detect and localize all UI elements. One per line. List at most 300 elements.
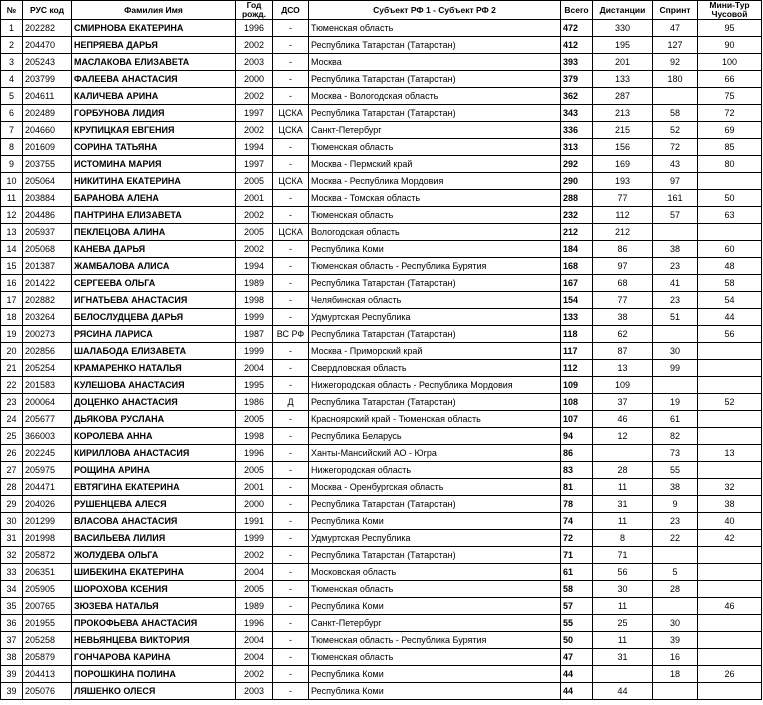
cell-code: 201583 xyxy=(23,377,72,394)
cell-year: 1996 xyxy=(236,445,273,462)
cell-year: 2000 xyxy=(236,71,273,88)
cell-year: 1999 xyxy=(236,343,273,360)
cell-code: 204413 xyxy=(23,666,72,683)
cell-year: 2002 xyxy=(236,241,273,258)
cell-sprint: 5 xyxy=(653,564,698,581)
cell-num: 33 xyxy=(1,564,23,581)
cell-year: 2001 xyxy=(236,190,273,207)
cell-total: 184 xyxy=(561,241,593,258)
cell-sprint xyxy=(653,224,698,241)
cell-mini-tour xyxy=(698,173,762,190)
table-row xyxy=(1,173,762,190)
cell-num: 1 xyxy=(1,20,23,37)
cell-total: 290 xyxy=(561,173,593,190)
table-row xyxy=(1,292,762,309)
cell-total: 44 xyxy=(561,666,593,683)
table-row xyxy=(1,122,762,139)
cell-code: 200765 xyxy=(23,598,72,615)
cell-dso: - xyxy=(273,547,309,564)
cell-distances: 195 xyxy=(593,37,653,54)
cell-code: 202489 xyxy=(23,105,72,122)
cell-dso: - xyxy=(273,139,309,156)
cell-code: 204486 xyxy=(23,207,72,224)
cell-region: Удмуртская Республика xyxy=(309,309,561,326)
cell-name: СМИРНОВА ЕКАТЕРИНА xyxy=(72,20,236,37)
table-row xyxy=(1,139,762,156)
table-row xyxy=(1,275,762,292)
cell-region: Республика Татарстан (Татарстан) xyxy=(309,496,561,513)
cell-distances: 330 xyxy=(593,20,653,37)
cell-total: 50 xyxy=(561,632,593,649)
cell-dso: - xyxy=(273,207,309,224)
cell-total: 313 xyxy=(561,139,593,156)
cell-sprint: 55 xyxy=(653,462,698,479)
cell-sprint: 73 xyxy=(653,445,698,462)
cell-distances: 77 xyxy=(593,190,653,207)
cell-year: 1999 xyxy=(236,309,273,326)
cell-num: 12 xyxy=(1,207,23,224)
cell-dso: - xyxy=(273,683,309,700)
cell-name: НЕВЬЯНЦЕВА ВИКТОРИЯ xyxy=(72,632,236,649)
cell-total: 112 xyxy=(561,360,593,377)
table-row xyxy=(1,241,762,258)
table-header-row xyxy=(1,1,762,20)
cell-total: 108 xyxy=(561,394,593,411)
cell-code: 205879 xyxy=(23,649,72,666)
cell-distances xyxy=(593,666,653,683)
cell-dso: ВС РФ xyxy=(273,326,309,343)
cell-dso: - xyxy=(273,564,309,581)
cell-distances: 287 xyxy=(593,88,653,105)
cell-dso: Д xyxy=(273,394,309,411)
cell-num: 22 xyxy=(1,377,23,394)
cell-num: 14 xyxy=(1,241,23,258)
table-row xyxy=(1,20,762,37)
cell-sprint: 23 xyxy=(653,292,698,309)
cell-dso: - xyxy=(273,71,309,88)
cell-name: ПЕКЛЕЦОВА АЛИНА xyxy=(72,224,236,241)
cell-distances: 25 xyxy=(593,615,653,632)
cell-num: 29 xyxy=(1,496,23,513)
cell-num: 18 xyxy=(1,309,23,326)
cell-region: Санкт-Петербург xyxy=(309,615,561,632)
cell-sprint: 18 xyxy=(653,666,698,683)
cell-dso: ЦСКА xyxy=(273,173,309,190)
table-row xyxy=(1,598,762,615)
cell-total: 61 xyxy=(561,564,593,581)
cell-num: 8 xyxy=(1,139,23,156)
cell-year: 2004 xyxy=(236,564,273,581)
cell-mini-tour xyxy=(698,428,762,445)
cell-name: ШОРОХОВА КСЕНИЯ xyxy=(72,581,236,598)
cell-num: 39 xyxy=(1,666,23,683)
cell-mini-tour: 50 xyxy=(698,190,762,207)
cell-distances: 193 xyxy=(593,173,653,190)
cell-name: КАНЕВА ДАРЬЯ xyxy=(72,241,236,258)
cell-distances: 11 xyxy=(593,479,653,496)
cell-code: 203264 xyxy=(23,309,72,326)
cell-name: СЕРГЕЕВА ОЛЬГА xyxy=(72,275,236,292)
cell-region: Республика Беларусь xyxy=(309,428,561,445)
cell-mini-tour: 48 xyxy=(698,258,762,275)
cell-distances: 97 xyxy=(593,258,653,275)
cell-mini-tour: 44 xyxy=(698,309,762,326)
cell-total: 72 xyxy=(561,530,593,547)
cell-distances: 37 xyxy=(593,394,653,411)
cell-sprint: 30 xyxy=(653,343,698,360)
cell-mini-tour: 66 xyxy=(698,71,762,88)
cell-mini-tour xyxy=(698,564,762,581)
cell-total: 55 xyxy=(561,615,593,632)
cell-region: Челябинская область xyxy=(309,292,561,309)
cell-total: 94 xyxy=(561,428,593,445)
cell-name: КРУПИЦКАЯ ЕВГЕНИЯ xyxy=(72,122,236,139)
cell-distances: 212 xyxy=(593,224,653,241)
cell-mini-tour xyxy=(698,632,762,649)
cell-dso: - xyxy=(273,428,309,445)
cell-year: 1994 xyxy=(236,258,273,275)
cell-code: 202282 xyxy=(23,20,72,37)
cell-code: 201422 xyxy=(23,275,72,292)
cell-total: 71 xyxy=(561,547,593,564)
cell-year: 2005 xyxy=(236,411,273,428)
cell-sprint: 41 xyxy=(653,275,698,292)
cell-code: 366003 xyxy=(23,428,72,445)
cell-num: 5 xyxy=(1,88,23,105)
cell-name: НИКИТИНА ЕКАТЕРИНА xyxy=(72,173,236,190)
cell-year: 2005 xyxy=(236,173,273,190)
cell-region: Республика Татарстан (Татарстан) xyxy=(309,394,561,411)
table-row xyxy=(1,445,762,462)
cell-sprint: 52 xyxy=(653,122,698,139)
cell-year: 2002 xyxy=(236,37,273,54)
cell-code: 200273 xyxy=(23,326,72,343)
cell-code: 204611 xyxy=(23,88,72,105)
cell-code: 204470 xyxy=(23,37,72,54)
cell-mini-tour: 38 xyxy=(698,496,762,513)
table-row xyxy=(1,649,762,666)
cell-year: 2000 xyxy=(236,496,273,513)
cell-num: 30 xyxy=(1,513,23,530)
cell-name: КУЛЕШОВА АНАСТАСИЯ xyxy=(72,377,236,394)
cell-sprint: 9 xyxy=(653,496,698,513)
cell-sprint xyxy=(653,88,698,105)
cell-dso: - xyxy=(273,666,309,683)
cell-num: 4 xyxy=(1,71,23,88)
cell-name: ШИБЕКИНА ЕКАТЕРИНА xyxy=(72,564,236,581)
cell-mini-tour xyxy=(698,360,762,377)
cell-sprint: 16 xyxy=(653,649,698,666)
cell-num: 9 xyxy=(1,156,23,173)
cell-code: 205254 xyxy=(23,360,72,377)
cell-code: 205076 xyxy=(23,683,72,700)
cell-region: Республика Коми xyxy=(309,666,561,683)
cell-name: ГОРБУНОВА ЛИДИЯ xyxy=(72,105,236,122)
cell-name: ДОЦЕНКО АНАСТАСИЯ xyxy=(72,394,236,411)
cell-year: 1986 xyxy=(236,394,273,411)
cell-dso: - xyxy=(273,598,309,615)
cell-mini-tour: 40 xyxy=(698,513,762,530)
cell-distances: 11 xyxy=(593,598,653,615)
cell-year: 1997 xyxy=(236,105,273,122)
cell-sprint: 19 xyxy=(653,394,698,411)
cell-total: 168 xyxy=(561,258,593,275)
cell-distances: 215 xyxy=(593,122,653,139)
cell-name: РЯСИНА ЛАРИСА xyxy=(72,326,236,343)
cell-region: Республика Татарстан (Татарстан) xyxy=(309,275,561,292)
cell-distances: 31 xyxy=(593,496,653,513)
cell-dso: - xyxy=(273,462,309,479)
cell-dso: - xyxy=(273,411,309,428)
cell-code: 205243 xyxy=(23,54,72,71)
cell-code: 204026 xyxy=(23,496,72,513)
cell-name: КОРОЛЕВА АННА xyxy=(72,428,236,445)
cell-code: 206351 xyxy=(23,564,72,581)
cell-num: 23 xyxy=(1,394,23,411)
cell-sprint: 39 xyxy=(653,632,698,649)
cell-num: 21 xyxy=(1,360,23,377)
cell-region: Республика Коми xyxy=(309,598,561,615)
cell-distances: 109 xyxy=(593,377,653,394)
cell-mini-tour: 52 xyxy=(698,394,762,411)
cell-region: Республика Коми xyxy=(309,241,561,258)
cell-mini-tour: 32 xyxy=(698,479,762,496)
cell-year: 2002 xyxy=(236,207,273,224)
cell-region: Республика Татарстан (Татарстан) xyxy=(309,71,561,88)
cell-code: 204471 xyxy=(23,479,72,496)
table-row xyxy=(1,479,762,496)
table-row xyxy=(1,666,762,683)
cell-total: 343 xyxy=(561,105,593,122)
table-row xyxy=(1,360,762,377)
cell-sprint: 30 xyxy=(653,615,698,632)
cell-year: 2004 xyxy=(236,360,273,377)
cell-name: БЕЛОСЛУДЦЕВА ДАРЬЯ xyxy=(72,309,236,326)
cell-region: Свердловская область xyxy=(309,360,561,377)
cell-year: 1989 xyxy=(236,598,273,615)
header-sprint: Спринт xyxy=(653,1,698,20)
cell-year: 2002 xyxy=(236,88,273,105)
header-year: Год рожд. xyxy=(236,1,273,20)
cell-distances: 77 xyxy=(593,292,653,309)
cell-dso: - xyxy=(273,54,309,71)
cell-dso: - xyxy=(273,275,309,292)
cell-distances: 30 xyxy=(593,581,653,598)
cell-sprint: 38 xyxy=(653,241,698,258)
cell-num: 34 xyxy=(1,581,23,598)
cell-distances: 156 xyxy=(593,139,653,156)
cell-sprint: 23 xyxy=(653,258,698,275)
cell-total: 118 xyxy=(561,326,593,343)
cell-year: 2004 xyxy=(236,632,273,649)
cell-name: ЕВТЯГИНА ЕКАТЕРИНА xyxy=(72,479,236,496)
cell-code: 203884 xyxy=(23,190,72,207)
cell-sprint xyxy=(653,377,698,394)
cell-name: ПОРОШКИНА ПОЛИНА xyxy=(72,666,236,683)
cell-region: Москва - Вологодская область xyxy=(309,88,561,105)
cell-sprint: 43 xyxy=(653,156,698,173)
cell-mini-tour: 95 xyxy=(698,20,762,37)
cell-distances: 71 xyxy=(593,547,653,564)
cell-name: ЛЯШЕНКО ОЛЕСЯ xyxy=(72,683,236,700)
cell-distances xyxy=(593,445,653,462)
table-row xyxy=(1,37,762,54)
table-row xyxy=(1,615,762,632)
cell-code: 200064 xyxy=(23,394,72,411)
cell-year: 2005 xyxy=(236,224,273,241)
cell-mini-tour: 63 xyxy=(698,207,762,224)
cell-year: 1998 xyxy=(236,292,273,309)
cell-num: 35 xyxy=(1,598,23,615)
cell-total: 167 xyxy=(561,275,593,292)
cell-region: Москва - Приморский край xyxy=(309,343,561,360)
cell-region: Тюменская область xyxy=(309,139,561,156)
cell-region: Республика Татарстан (Татарстан) xyxy=(309,326,561,343)
cell-region: Ханты-Мансийский АО - Югра xyxy=(309,445,561,462)
cell-total: 212 xyxy=(561,224,593,241)
cell-mini-tour xyxy=(698,224,762,241)
cell-year: 2003 xyxy=(236,54,273,71)
cell-dso: - xyxy=(273,513,309,530)
cell-distances: 11 xyxy=(593,513,653,530)
cell-total: 154 xyxy=(561,292,593,309)
cell-code: 205937 xyxy=(23,224,72,241)
cell-code: 202882 xyxy=(23,292,72,309)
cell-sprint: 23 xyxy=(653,513,698,530)
cell-num: 36 xyxy=(1,615,23,632)
cell-name: КАЛИЧЕВА АРИНА xyxy=(72,88,236,105)
cell-name: ФАЛЕЕВА АНАСТАСИЯ xyxy=(72,71,236,88)
cell-dso: - xyxy=(273,615,309,632)
header-name: Фамилия Имя xyxy=(72,1,236,20)
cell-name: ВЛАСОВА АНАСТАСИЯ xyxy=(72,513,236,530)
cell-total: 288 xyxy=(561,190,593,207)
table-row xyxy=(1,309,762,326)
cell-dso: - xyxy=(273,445,309,462)
cell-distances: 86 xyxy=(593,241,653,258)
table-body xyxy=(1,20,762,700)
cell-total: 379 xyxy=(561,71,593,88)
cell-dso: ЦСКА xyxy=(273,105,309,122)
cell-mini-tour: 85 xyxy=(698,139,762,156)
cell-dso: - xyxy=(273,360,309,377)
cell-name: ПАНТРИНА ЕЛИЗАВЕТА xyxy=(72,207,236,224)
cell-code: 205068 xyxy=(23,241,72,258)
header-code: РУС код xyxy=(23,1,72,20)
cell-dso: - xyxy=(273,343,309,360)
cell-region: Тюменская область - Республика Бурятия xyxy=(309,632,561,649)
cell-dso: - xyxy=(273,632,309,649)
cell-name: ЖОЛУДЕВА ОЛЬГА xyxy=(72,547,236,564)
cell-dso: - xyxy=(273,292,309,309)
cell-name: НЕПРЯЕВА ДАРЬЯ xyxy=(72,37,236,54)
cell-dso: - xyxy=(273,496,309,513)
table-row xyxy=(1,530,762,547)
cell-year: 1997 xyxy=(236,156,273,173)
cell-region: Санкт-Петербург xyxy=(309,122,561,139)
cell-mini-tour xyxy=(698,411,762,428)
cell-region: Тюменская область xyxy=(309,207,561,224)
cell-year: 1998 xyxy=(236,428,273,445)
cell-num: 31 xyxy=(1,530,23,547)
cell-total: 57 xyxy=(561,598,593,615)
cell-total: 117 xyxy=(561,343,593,360)
cell-total: 78 xyxy=(561,496,593,513)
cell-sprint: 161 xyxy=(653,190,698,207)
cell-mini-tour xyxy=(698,377,762,394)
cell-year: 2005 xyxy=(236,581,273,598)
cell-mini-tour xyxy=(698,462,762,479)
cell-num: 26 xyxy=(1,445,23,462)
cell-mini-tour: 100 xyxy=(698,54,762,71)
cell-region: Москва xyxy=(309,54,561,71)
cell-distances: 62 xyxy=(593,326,653,343)
cell-year: 1999 xyxy=(236,530,273,547)
cell-sprint xyxy=(653,326,698,343)
cell-region: Москва - Пермский край xyxy=(309,156,561,173)
cell-distances: 112 xyxy=(593,207,653,224)
table-row xyxy=(1,54,762,71)
cell-region: Удмуртская Республика xyxy=(309,530,561,547)
table-row xyxy=(1,326,762,343)
cell-name: МАСЛАКОВА ЕЛИЗАВЕТА xyxy=(72,54,236,71)
cell-num: 28 xyxy=(1,479,23,496)
cell-code: 204660 xyxy=(23,122,72,139)
cell-code: 201387 xyxy=(23,258,72,275)
cell-sprint: 58 xyxy=(653,105,698,122)
cell-dso: ЦСКА xyxy=(273,224,309,241)
cell-code: 201955 xyxy=(23,615,72,632)
cell-total: 362 xyxy=(561,88,593,105)
table-row xyxy=(1,105,762,122)
header-dso: ДСО xyxy=(273,1,309,20)
cell-code: 202856 xyxy=(23,343,72,360)
cell-year: 1987 xyxy=(236,326,273,343)
cell-region: Тюменская область xyxy=(309,20,561,37)
cell-name: ДЬЯКОВА РУСЛАНА xyxy=(72,411,236,428)
cell-dso: - xyxy=(273,377,309,394)
table-row xyxy=(1,224,762,241)
cell-distances: 38 xyxy=(593,309,653,326)
cell-year: 2003 xyxy=(236,683,273,700)
cell-region: Тюменская область xyxy=(309,649,561,666)
cell-code: 205258 xyxy=(23,632,72,649)
cell-num: 2 xyxy=(1,37,23,54)
cell-distances: 13 xyxy=(593,360,653,377)
cell-name: ПРОКОФЬЕВА АНАСТАСИЯ xyxy=(72,615,236,632)
cell-sprint: 22 xyxy=(653,530,698,547)
cell-distances: 12 xyxy=(593,428,653,445)
cell-year: 2001 xyxy=(236,479,273,496)
cell-sprint: 127 xyxy=(653,37,698,54)
cell-mini-tour: 80 xyxy=(698,156,762,173)
cell-mini-tour xyxy=(698,649,762,666)
cell-mini-tour xyxy=(698,343,762,360)
cell-region: Республика Коми xyxy=(309,513,561,530)
cell-mini-tour: 69 xyxy=(698,122,762,139)
cell-name: ГОНЧАРОВА КАРИНА xyxy=(72,649,236,666)
cell-region: Тюменская область - Республика Бурятия xyxy=(309,258,561,275)
cell-total: 133 xyxy=(561,309,593,326)
cell-sprint: 72 xyxy=(653,139,698,156)
cell-dso: ЦСКА xyxy=(273,122,309,139)
cell-year: 2004 xyxy=(236,649,273,666)
table-row xyxy=(1,377,762,394)
cell-region: Нижегородская область - Республика Мордовия xyxy=(309,377,561,394)
cell-mini-tour: 90 xyxy=(698,37,762,54)
cell-num: 7 xyxy=(1,122,23,139)
cell-name: РУШЕНЦЕВА АЛЕСЯ xyxy=(72,496,236,513)
